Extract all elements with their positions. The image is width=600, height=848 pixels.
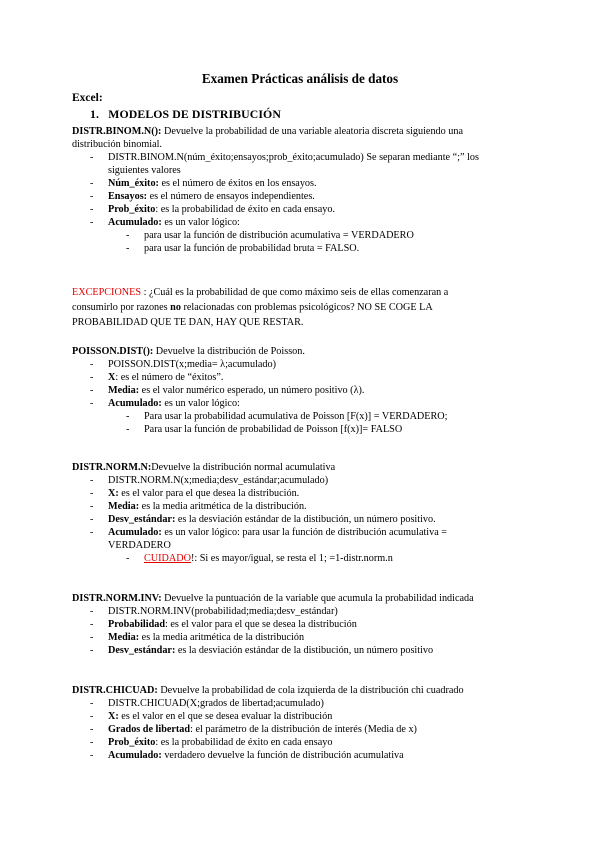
chi-function-name: DISTR.CHICUAD: bbox=[72, 685, 158, 696]
list-subitem: - CUIDADO!: Si es mayor/igual, se resta el 1; =1-distr.norm.n bbox=[72, 552, 512, 565]
poisson-list bbox=[72, 358, 512, 436]
list-item: - Probabilidad: es el valor para el que se desea la distribución bbox=[72, 618, 512, 631]
section-number: 1. bbox=[90, 107, 100, 121]
list-item: - Prob_éxito: es la probabilidad de éxito en cada ensayo bbox=[72, 736, 512, 749]
norm-function-name: DISTR.NORM.N: bbox=[72, 462, 152, 473]
list-item: - Ensayos: es el número de ensayos independientes. bbox=[72, 190, 512, 203]
binom-description: DISTR.BINOM.N(): Devuelve la probabilidad de una variable aleatoria discreta siguiendo una distribución binomial. bbox=[72, 126, 463, 150]
binom-function-name: DISTR.BINOM.N(): bbox=[72, 126, 162, 137]
list-item: - Media: es la media aritmética de la distribución bbox=[72, 631, 512, 644]
list-item: - DISTR.NORM.INV(probabilidad;media;desv_estándar) bbox=[72, 605, 512, 618]
list-item: - DISTR.CHICUAD(X;grados de libertad;acumulado) bbox=[72, 697, 512, 710]
norm-list bbox=[72, 474, 512, 565]
list-item: - DISTR.NORM.N(x;media;desv_estándar;acumulado) bbox=[72, 474, 512, 487]
list-item: - Grados de libertad: el parámetro de la distribución de interés (Media de x) bbox=[72, 723, 512, 736]
list-item: - X: es el valor para el que desea la distribución. bbox=[72, 487, 512, 500]
list-item: - X: es el número de “éxitos”. bbox=[72, 371, 512, 384]
chi-list bbox=[72, 697, 512, 762]
list-item: - Media: es la media aritmética de la distribución. bbox=[72, 500, 512, 513]
norm-block: DISTR.NORM.N:Devuelve la distribución normal acumulativa - DISTR.NORM.N(x;media;desv_estándar;acumulado) - X: es el valor para el que desea la distribución. - Media: es la media aritmética de la distribución. - Desv_estándar: es la desviación estándar de la distibución, un número positivo. - Acumulado: es un valor lógico: para usar la función de distribución acumulativa = VERDADERO - CUIDADO!: Si es mayor/igual, se resta el 1; =1-distr.norm.n bbox=[72, 461, 512, 565]
binom-block bbox=[72, 125, 512, 255]
poisson-block: POISSON.DIST(): Devuelve la distribución de Poisson. - POISSON.DIST(x;media= λ;acumulado) - X: es el número de “éxitos”. - Media: es el valor numérico esperado, un número positivo (λ). - Acumulado: es un valor lógico: - Para usar la probabilidad acumulativa de Poisson [F(x)] = VERDADERO; - Para usar la función de probabilidad de Poisson [f(x)]= FALSO bbox=[72, 345, 512, 436]
excel-heading: Excel: bbox=[72, 92, 103, 104]
list-item: - Acumulado: es un valor lógico: bbox=[72, 216, 512, 229]
list-item: - Acumulado: es un valor lógico: para usar la función de distribución acumulativa = VERDADERO bbox=[72, 526, 512, 552]
section-name: MODELOS DE DISTRIBUCIÓN bbox=[108, 107, 281, 121]
list-subitem: - para usar la función de probabilidad bruta = FALSO. bbox=[72, 242, 512, 255]
list-item: - Núm_éxito: es el número de éxitos en los ensayos. bbox=[72, 177, 512, 190]
list-subitem: - Para usar la probabilidad acumulativa de Poisson [F(x)] = VERDADERO; bbox=[72, 410, 512, 423]
binom-list bbox=[72, 151, 512, 255]
excepciones-block: EXCEPCIONES : ¿Cuál es la probabilidad de que como máximo seis de ellas comenzaran a consumirlo por razones no relacionadas con problemas psicológicos? NO SE COGE LA PROBABILIDAD QUE TE DAN, HAY QUE RESTAR. bbox=[72, 287, 449, 328]
list-item: - Media: es el valor numérico esperado, un número positivo (λ). bbox=[72, 384, 512, 397]
norminv-block: DISTR.NORM.INV: Devuelve la puntuación de la variable que acumula la probabilidad indicada - DISTR.NORM.INV(probabilidad;media;desv_estándar) - Probabilidad: es el valor para el que se desea la distribución - Media: es la media aritmética de la distribución - Desv_estándar: es la desviación estándar de la distibución, un número positivo bbox=[72, 592, 512, 657]
list-item: - Desv_estándar: es la desviación estándar de la distibución, un número positivo. bbox=[72, 513, 512, 526]
cuidado-label: CUIDADO bbox=[144, 553, 191, 564]
poisson-function-name: POISSON.DIST(): bbox=[72, 346, 154, 357]
page-title: Examen Prácticas análisis de datos bbox=[201, 71, 399, 86]
list-item: - Acumulado: verdadero devuelve la función de distribución acumulativa bbox=[72, 749, 512, 762]
chi-block: DISTR.CHICUAD: Devuelve la probabilidad de cola izquierda de la distribución chi cuadrado - DISTR.CHICUAD(X;grados de libertad;acumulado) - X: es el valor en el que se desea evaluar la distribución - Grados de libertad: el parámetro de la distribución de interés (Media de x) - Prob_éxito: es la probabilidad de éxito en cada ensayo - Acumulado: verdadero devuelve la función de distribución acumulativa bbox=[72, 684, 512, 762]
list-item: - X: es el valor en el que se desea evaluar la distribución bbox=[72, 710, 512, 723]
list-item: - Acumulado: es un valor lógico: bbox=[72, 397, 512, 410]
norminv-function-name: DISTR.NORM.INV: bbox=[72, 593, 162, 604]
list-subitem: - para usar la función de distribución acumulativa = VERDADERO bbox=[72, 229, 512, 242]
norminv-list bbox=[72, 605, 512, 657]
list-item: - POISSON.DIST(x;media= λ;acumulado) bbox=[72, 358, 512, 371]
excepciones-label: EXCEPCIONES bbox=[72, 287, 142, 298]
list-subitem: - Para usar la función de probabilidad de Poisson [f(x)]= FALSO bbox=[72, 423, 512, 436]
list-item: - DISTR.BINOM.N(núm_éxito;ensayos;prob_éxito;acumulado) Se separan mediante “;” los siguientes valores bbox=[72, 151, 512, 177]
list-item: - Prob_éxito: es la probabilidad de éxito en cada ensayo. bbox=[72, 203, 512, 216]
list-item: - Desv_estándar: es la desviación estándar de la distibución, un número positivo bbox=[72, 644, 512, 657]
section-heading bbox=[90, 108, 281, 121]
